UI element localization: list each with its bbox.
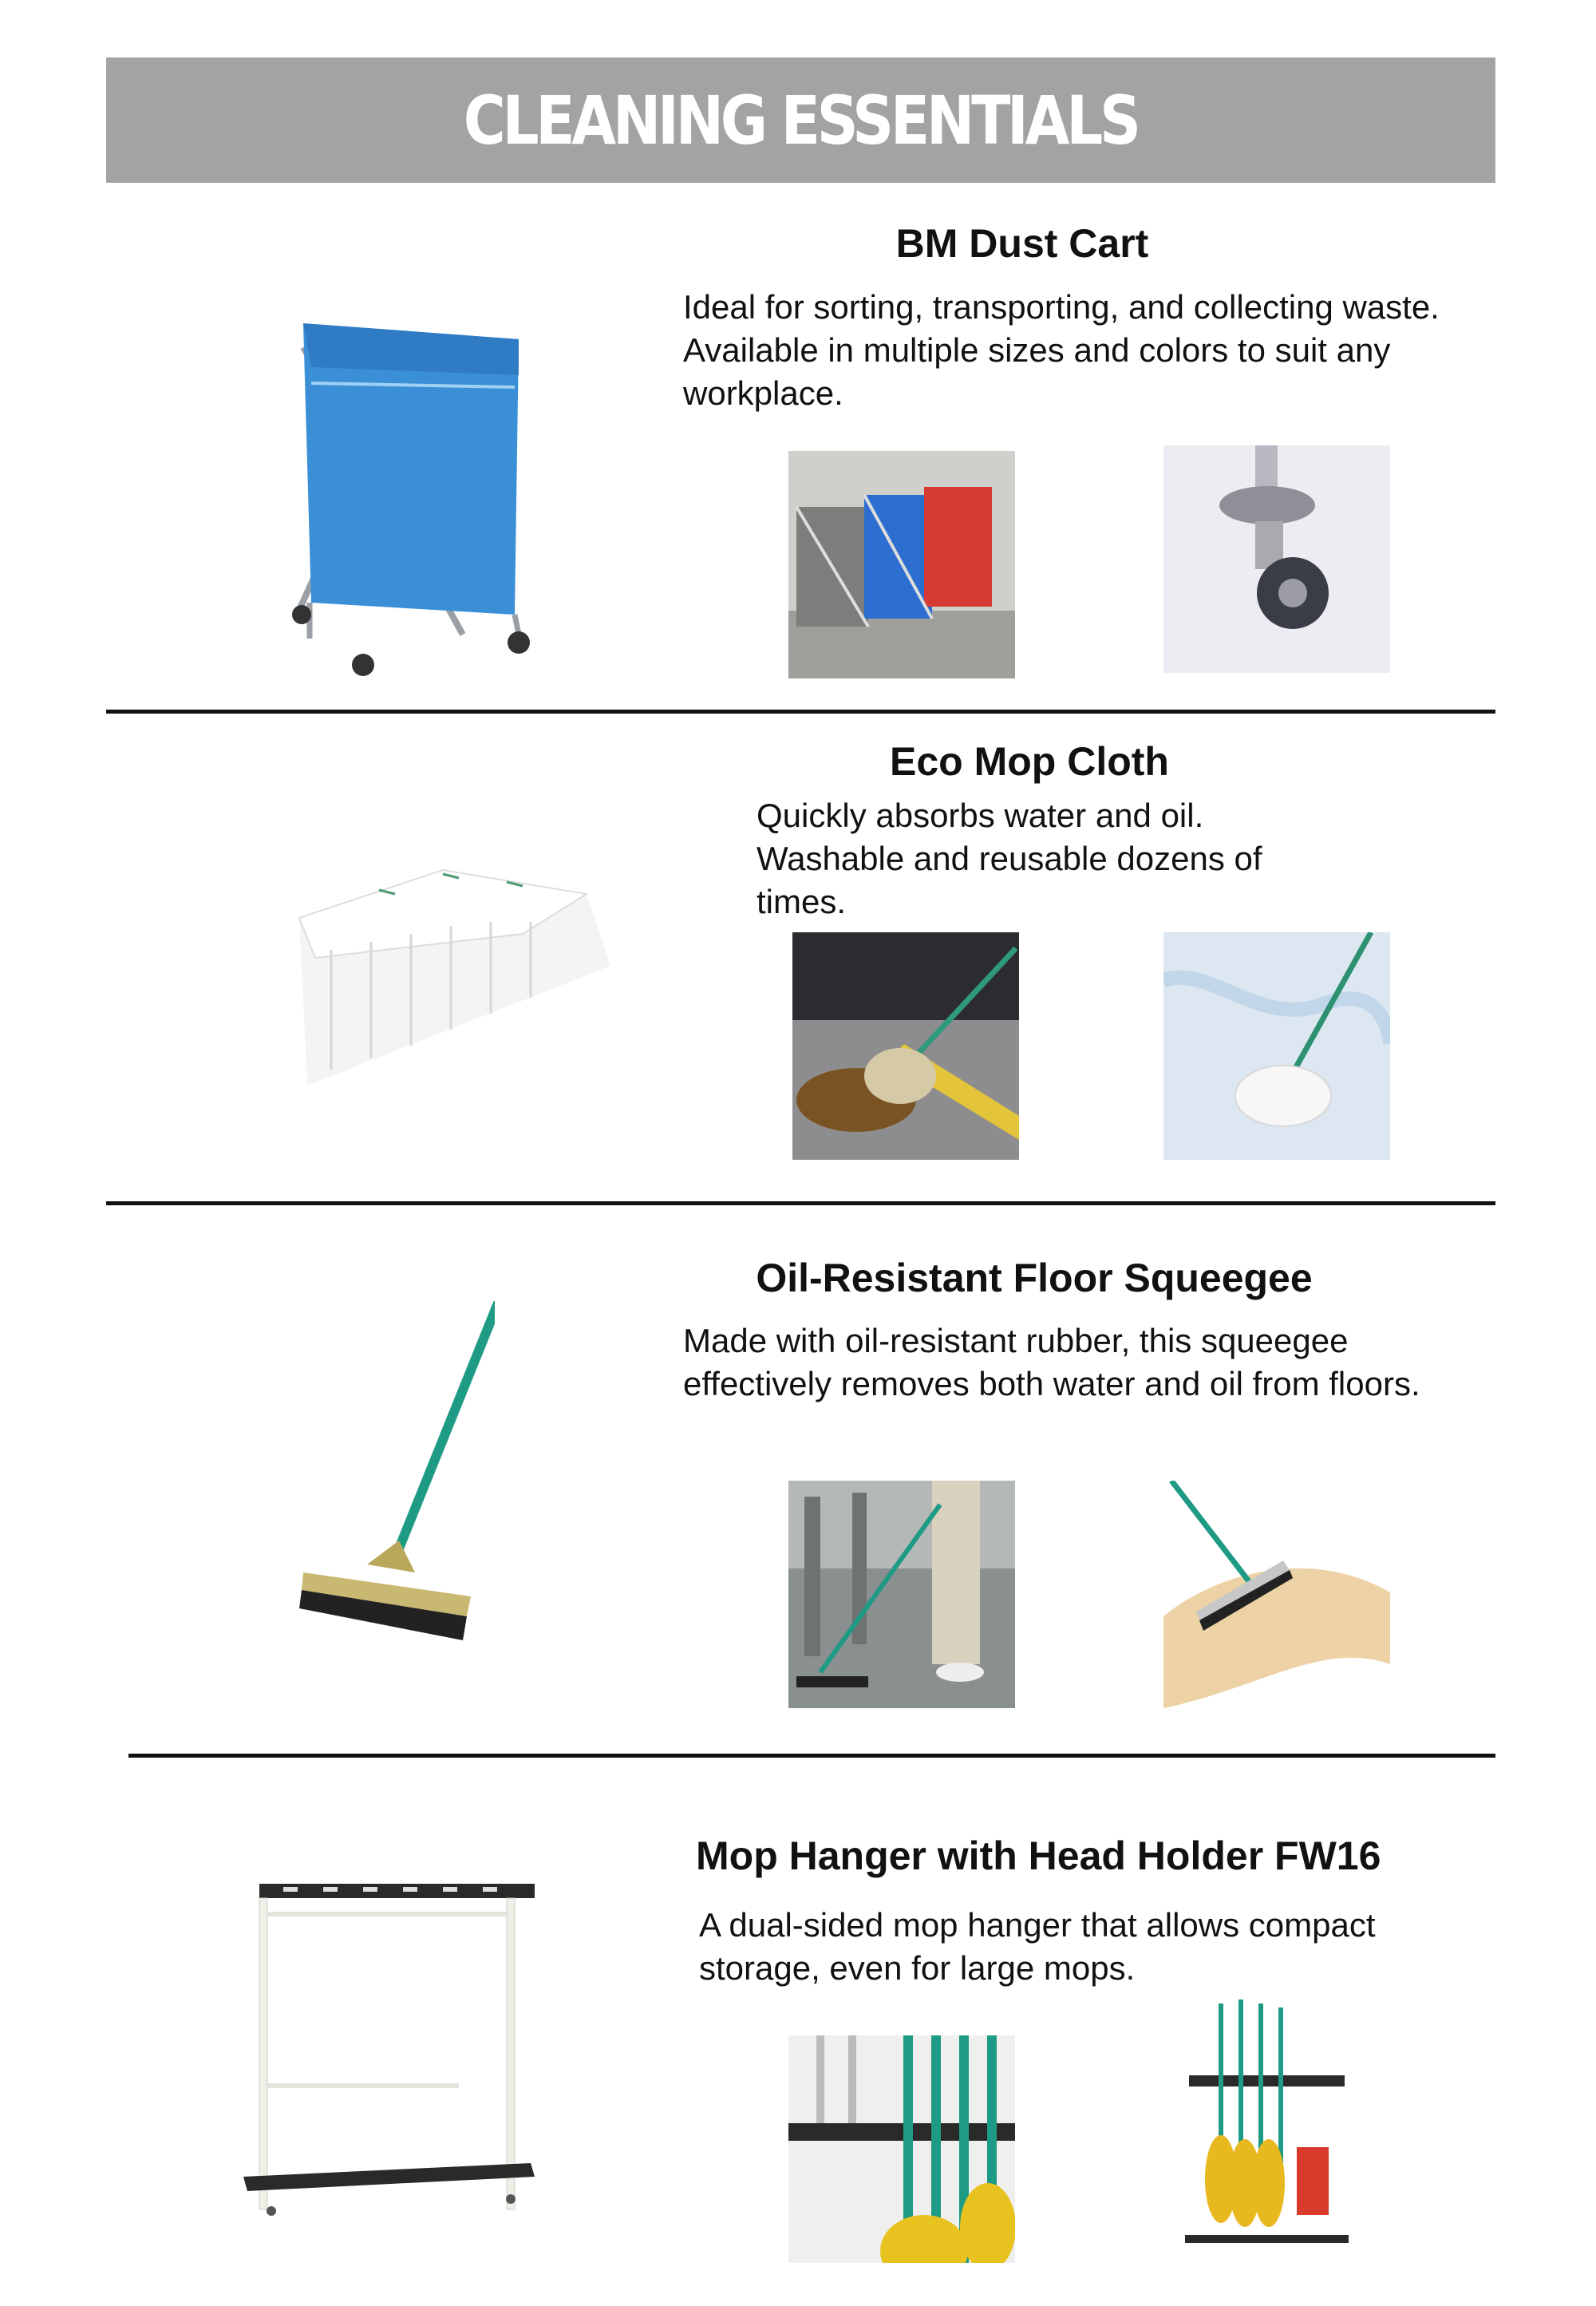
product-description: A dual-sided mop hanger that allows compact storage, even for large mops. (699, 1906, 1376, 1987)
mop-cloth-image (283, 846, 618, 1102)
dust-cart-image (279, 299, 543, 690)
product-title: Eco Mop Cloth (890, 739, 1169, 784)
product-description: Quickly absorbs water and oil. Washable and reusable dozens of times. (757, 797, 1262, 920)
floor-squeegee-image (295, 1301, 495, 1652)
squeegee-pushing-liquid-photo (1163, 1481, 1390, 1708)
mop-cleaning-oil-spill-photo (792, 932, 1019, 1160)
product-description: Ideal for sorting, transporting, and collecting waste. Available in multiple sizes and colors to suit any workplace. (683, 288, 1440, 412)
dust-carts-in-use-photo (788, 451, 1015, 678)
squeegee-in-factory-photo (788, 1481, 1015, 1708)
caster-wheel-photo (1163, 445, 1390, 673)
product-title: BM Dust Cart (895, 221, 1149, 266)
product-description: Made with oil-resistant rubber, this squeegee effectively removes both water and oil from floors. (683, 1322, 1420, 1402)
product-title: Oil-Resistant Floor Squeegee (756, 1256, 1313, 1300)
mop-on-floor-photo (1163, 932, 1390, 1160)
hanger-loaded-with-mops-photo (1177, 1996, 1357, 2263)
mop-hanger-rack-image (235, 1880, 547, 2223)
page-title: CLEANING ESSENTIALS (464, 81, 1138, 160)
header-banner (106, 57, 1495, 183)
section-divider (128, 1754, 1495, 1758)
section-divider (106, 1201, 1495, 1205)
product-title: Mop Hanger with Head Holder FW16 (696, 1833, 1381, 1878)
section-divider (106, 710, 1495, 714)
hanger-closeup-with-mops-photo (788, 2035, 1015, 2263)
